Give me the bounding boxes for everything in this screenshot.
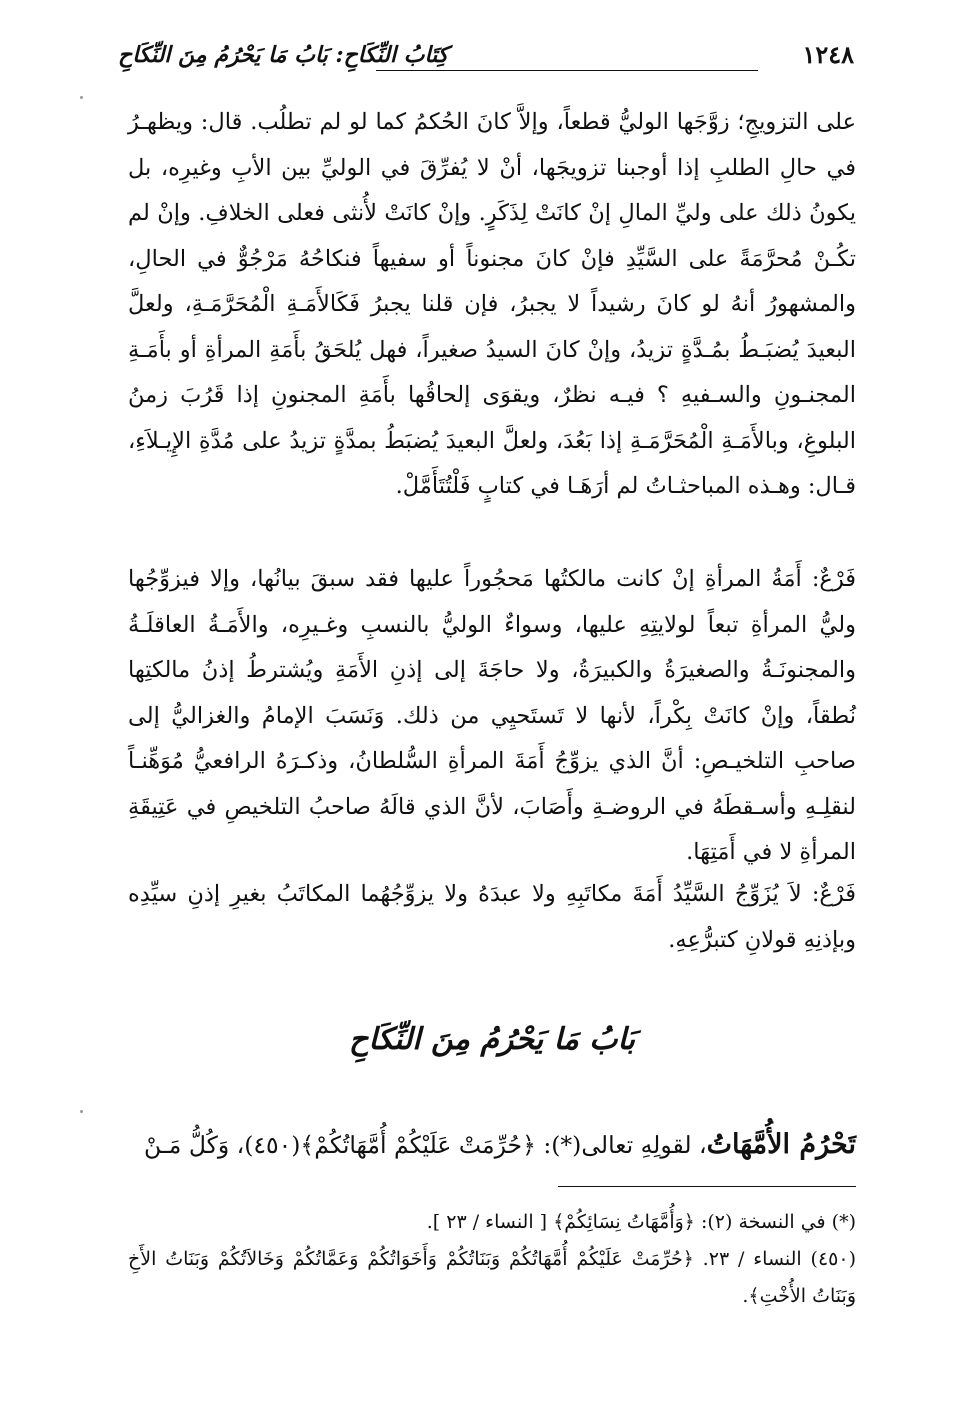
- chapter-lead-paragraph: [128, 1125, 856, 1165]
- footnote-asterisk: (*) في النسخة (٢): ﴿وَأُمَّهَاتُ نِسَائِكُمْ﴾ [ النساء / ٢٣ ].: [426, 1211, 856, 1233]
- paragraph-1: على التزويجِ؛ زوَّجَها الوليُّ قطعاً، وإلاَّ كانَ الحُكمُ كما لو لم تطلُب. قال: ويظهـرُ في حالِ الطلبِ إذا أوجبنا تزويجَها، أنْ لا يُفرِّقَ في الوليِّ بين الأبِ وغيرِه، بل يكونُ ذلك على وليِّ المالِ إنْ كانَتْ لِذَكَرٍ. وإنْ كانَتْ لأُنثى فعلى الخلافِ. وإنْ لم تكُـنْ مُحرَّمَةً على السَّيِّدِ فإنْ كانَ مجنوناً أو سفيهاً فنكاحُهُ مَرْجُوٌّ في الحالِ، والمشهورُ أنهُ لو كانَ رشيداً لا يجبرُ، فإن قلنا يجبرُ فَكَالأَمَـةِ الْمُحَرَّمَـةِ، ولعلَّ البعيدَ يُضبَـطُ بمُـدَّةٍ تزيدُ، وإنْ كانَ السيدُ صغيراً، فهل يُلحَقُ بأَمَةِ المرأةِ أو بأَمَـةِ المجنـونِ والسـفيهِ ؟ فيـه نظرٌ، ويقوَى إلحاقُها بأَمَةِ المجنونِ إذا قَرُبَ زمنُ البلوغِ، وبالأَمَـةِ الْمُحَرَّمَـةِ إذا بَعُدَ، ولعلَّ البعيدَ يُضبَطُ بمدَّةٍ تزيدُ على مُدَّةِ الإِيـلاَءِ، قـال: وهـذه المباحثـاتُ لم أرَهَـا في كتابٍ فَلْتُتَأَمَّلْ.: [128, 109, 856, 499]
- paragraph-2: فَرْعٌ: أَمَةُ المرأةِ إنْ كانت مالكتُها مَحجُوراً عليها فقد سبقَ بيانُها، وإلا فيزوِّجُها وليُّ المرأةِ تبعاً لولايتِهِ عليها، وسواءٌ الوليُّ بالنسبِ وغـيرِه، والأَمَـةُ العاقلَـةُ والمجنونَـةُ والصغيرَةُ والكبيرَةُ، ولا حاجَةَ إلى إذنِ الأَمَةِ ويُشترطُ إذنُ مالكتِها نُطقاً، وإنْ كانَتْ بِكْراً، لأنها لا تَستَحيِي من ذلك. وَنَسَبَ الإمامُ والغزاليُّ إلى صاحبِ التلخيـصِ: أنَّ الذي يزوِّجُ أَمَةَ المرأةِ السُّلطانُ، وذكـرَهُ الرافعيُّ مُوَهِّنـاً لنقلِـهِ وأسـقطَهُ في الروضـةِ وأَصَابَ، لأنَّ الذي قالَهُ صاحبُ التلخيصِ في عَتِيقَةِ المرأةِ لا في أَمَتِهَا.: [128, 566, 856, 865]
- running-title: كِتَابُ النِّكَاحِ: بَابُ مَا يَحْرُمُ مِنَ النِّكَاحِ: [118, 42, 449, 68]
- margin-mark: [80, 1110, 83, 1113]
- footnotes: [128, 1204, 856, 1315]
- margin-mark: [80, 96, 83, 99]
- footnote-450: (٤٥٠) النساء / ٢٣. ﴿حُرِّمَتْ عَلَيْكُمْ أُمَّهَاتُكُمْ وَبَنَاتُكُمْ وَأَخَوَاتُكُمْ وَعَمَّاتُكُمْ وَخَالاَتُكُمْ وَبَنَاتُ الأَخِ وَبَنَاتُ الأُخْتِ﴾.: [128, 1248, 856, 1307]
- chapter-title: بَابُ مَا يَحْرُمُ مِنَ النِّكَاحِ: [348, 1022, 636, 1057]
- footnote-rule: [558, 1186, 856, 1187]
- header-rule: [376, 70, 758, 71]
- page-number: ١٢٤٨: [802, 40, 854, 69]
- paragraph-3: فَرْعٌ: لاَ يُزَوِّجُ السَّيِّدُ أَمَةَ مكاتَبِهِ ولا عبدَهُ ولا يزوِّجُهُما المكاتَبُ بغيرِ إذنِ سيِّدِه وبإذنِهِ قولانِ كتبرُّعِهِ.: [128, 881, 856, 953]
- page-header: [118, 36, 854, 76]
- lead-bold-text: تَحْرُمُ الأُمَّهَاتُ: [706, 1129, 856, 1160]
- lead-text: ، لقولِهِ تعالى(*): ﴿حُرِّمَتْ عَلَيْكُمْ أُمَّهَاتُكُمْ﴾(٤٥٠)، وَكُلُّ مَـنْ: [144, 1131, 707, 1159]
